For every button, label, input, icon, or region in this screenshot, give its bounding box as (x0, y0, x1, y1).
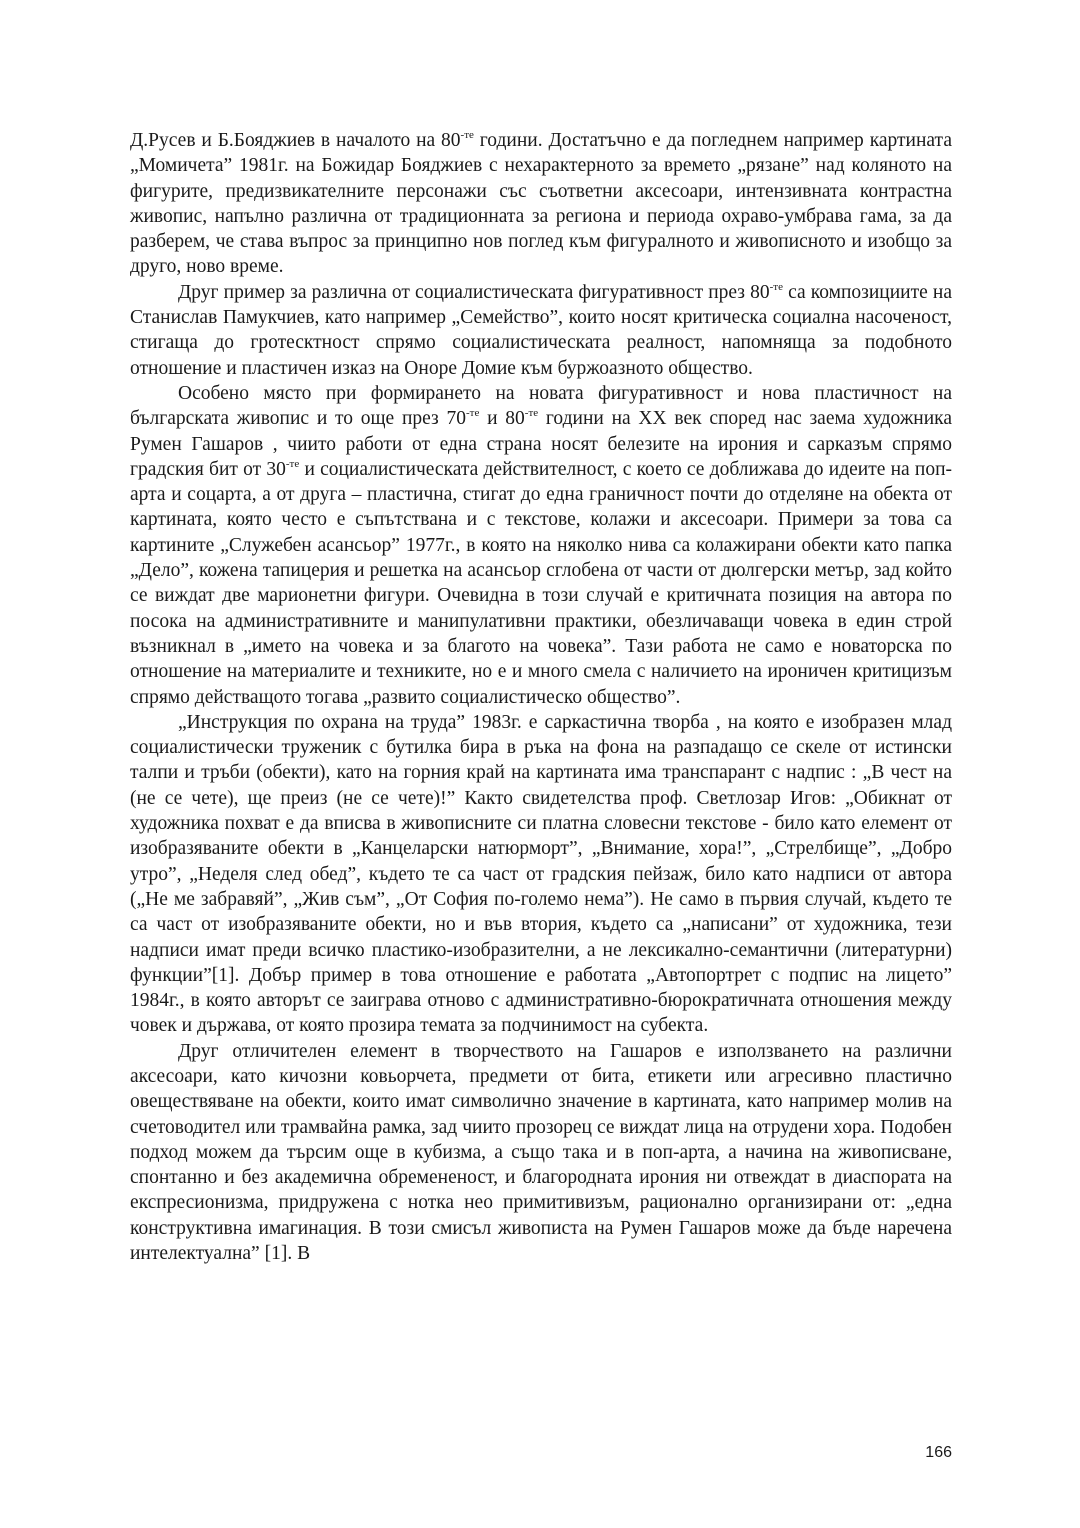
text-run: години. Достатъчно е да погледнем например картината „Момичета” 1981г. на Божидар Бояджиев с нехарактерното за времето „рязане” над коляното на фигурите, предизвикателните персонажи със съответни аксесоари, интензивната контрастна живопис, напълно различна от традиционната за региона и периода охраво-умбрава гама, за да разберем, че става въпрос за принципно нов поглед към фигуралното и живописното и изобщо за друго, ново време. (130, 130, 952, 278)
document-body (130, 128, 952, 1266)
text-run: и социалистическата действителност, с което се доближава до идеите на поп-арта и соцарта, а от друга – пластична, стигат до една граничност почти до отделяне на обекта от картината, която често е съпътствана и с текстове, колажи и аксесоари. Примери за това са картините „Служебен асансьор” 1977г., в която на няколко нива са колажирани обекти като папка „Дело”, кожена тапицерия и решетка на асансьор сглобена от части от дюлгерски метър, зад който се виждат две марионетни фигури. Очевидна в този случай е критичната позиция на автора по посока на административните и манипулативни практики, обезличаващи човека в един строй възникнал в „името на човека и за благото на човека”. Тази работа не само е новаторска по отношение на материалите и техниките, но е и много смела с наличието на ироничен критицизъм спрямо действащото тогава „развито социалистическо общество”. (130, 458, 952, 708)
superscript: -те (769, 280, 783, 293)
text-run: Друг пример за различна от социалистическата фигуративност през 80 (178, 281, 770, 303)
text-run: „Инструкция по охрана на труда” 1983г. е саркастична творба , на която е изобразен млад социалистически труженик с бутилка бира в ръка на фона на разпадащо се скеле от истински талпи и тръби (обекти), като на горния край на картината има транспарант с надпис : „В чест на (не се чете), ще преиз (не се чете)!” Както свидетелства проф. Светлозар Игов: „Обикнат от художника похват е да вписва в живописните си платна словесни текстове - било като елемент от изобразяваните обекти в „Канцеларски натюрморт”, „Внимание, хора!”, „Стрелбище”, „Добро утро”, „Неделя след обед”, където те са част от градския пейзаж, било като надписи от автора („Не ме забравяй”, „Жив съм”, „От София по-големо нема”). Не само в първия случай, където те са част от изобразяваните обекти, но и във втория, където са „написани” от художника, тези надписи имат преди всичко пластико-изобразителни, а не лексикално-семантични (литературни) функции”[1]. Добър пример в това отношение е работата „Автопортрет с подпис на лицето” 1984г., в която авторът се заиграва отново с административно-бюрократичната отношения между човек и държава, от която прозира темата за подчинимост на субекта. (130, 711, 952, 1037)
paragraph (130, 1039, 952, 1267)
paragraph (130, 128, 952, 280)
text-run: са композициите на Станислав Памукчиев, като например „Семейство”, които носят критическа социална насоченост, стигаща до гротесктност спрямо социалистическата реалност, напомняща за подобното отношение и пластичен изказ на Оноре Домие към буржоазното общество. (130, 281, 952, 379)
text-run: и 80 (479, 408, 525, 430)
paragraph (130, 381, 952, 710)
superscript: -те (465, 407, 480, 420)
superscript: -те (524, 407, 539, 420)
text-run: години на XX век според нас заема художника Румен Гашаров , чиито работи от една страна носят белезите на ирония и сарказъм спрямо градския бит от 30 (130, 408, 953, 480)
text-run: Д.Русев и Б.Бояджиев в началото на 80 (130, 130, 461, 151)
superscript: -те (460, 129, 474, 141)
paragraph (130, 710, 952, 1039)
paragraph (130, 280, 952, 381)
text-run: Особено място при формирането на новата фигуративност и нова пластичност на българската живопис и то още през 70 (130, 382, 952, 430)
text-run: Друг отличителен елемент в творчеството на Гашаров е използването на различни аксесоари, като кичозни ковьорчета, предмети от бита, етикети или агресивно пластично овеществяване на обекти, които имат символично значение в картината, като например молив на счетоводител или трамвайна рамка, зад чиито прозорец се виждат лица на отрудени хора. Подобен подход можем да търсим още в кубизма, а също така и в поп-арта, а начина на живописване, спонтанно и без академична обремененост, и благородната ирония ни отвеждат в диаспората на експресионизма, придружена с нотка нео примитивизъм, рационално организирани от: „една конструктивна имагинация. В този смисъл живописта на Румен Гашаров може да бъде наречена интелектуална” [1]. В (130, 1040, 952, 1265)
page-number: 166 (925, 1444, 952, 1461)
superscript: -те (285, 457, 300, 470)
